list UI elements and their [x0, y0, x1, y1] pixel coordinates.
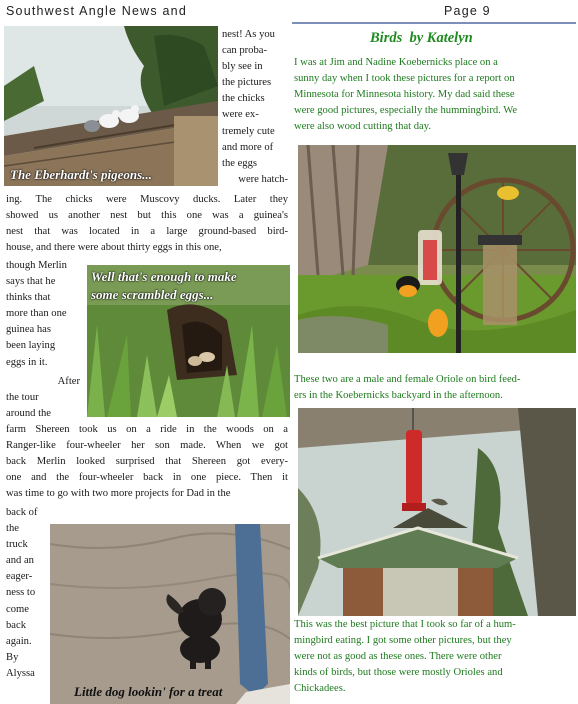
left-text-block-d	[6, 374, 80, 422]
text-line: been laying	[6, 340, 56, 352]
pigeons-caption: The Eberhardt's pigeons...	[10, 167, 152, 182]
text-line: the pictures	[222, 77, 272, 89]
left-text-block-b	[6, 192, 288, 256]
text-line: showed us another nest but this one was a guinea's	[6, 210, 288, 222]
text-line: more than one	[6, 308, 67, 320]
text-line: kinds of birds, but those were mostly Orioles and	[294, 667, 503, 679]
byline: Alyssa	[6, 667, 35, 679]
text-line: nest that was located in a large ground-based bird-	[6, 226, 288, 238]
text-line: Chickadees.	[294, 683, 346, 695]
left-text-block-a	[222, 27, 288, 188]
text-line: and more of	[222, 141, 274, 153]
text-line: farm Shereen took us on a ride in the woods on a	[6, 424, 288, 435]
dog-photo	[50, 524, 290, 704]
text-line: says that he	[6, 276, 56, 288]
newspaper-title: Southwest Angle News and	[6, 4, 187, 18]
text-line: were good pictures, especially the hummingbird. We	[294, 105, 518, 117]
text-line: were hatch-	[238, 173, 288, 185]
text-line: sunny day when I took these pictures for a report on	[294, 73, 515, 85]
left-text-block-f	[6, 505, 50, 682]
text-line: back Merlin looked surprised that Shereen got every-	[6, 456, 288, 468]
text-line: ers in the Koebernicks backyard in the afternoon.	[294, 390, 503, 402]
text-line: were ex-	[222, 109, 259, 121]
page-number: Page 9	[444, 4, 491, 18]
text-line: After	[57, 376, 80, 387]
eggs-caption-line1: Well that's enough to make	[91, 269, 237, 284]
left-text-block-c	[6, 258, 86, 371]
text-line: This was the best picture that I took so far of a hum-	[294, 619, 516, 630]
text-line: tremely cute	[222, 125, 275, 137]
text-line: I was at Jim and Nadine Koebernicks place on a	[294, 57, 498, 68]
dog-caption: Little dog lookin' for a treat	[74, 684, 223, 699]
birds-intro	[294, 55, 574, 135]
text-line: ing. The chicks were Muscovy ducks. Later they	[6, 194, 288, 205]
text-line: back of	[6, 507, 38, 518]
text-line: though Merlin	[6, 260, 67, 271]
text-line: eggs in it.	[6, 356, 48, 368]
text-line: the eggs	[222, 157, 258, 169]
text-line: By	[6, 651, 19, 663]
header-rule	[292, 22, 576, 24]
text-line: the tour	[6, 392, 39, 404]
orioles-caption	[294, 372, 576, 404]
text-line: come	[6, 603, 29, 615]
text-line: the chicks	[222, 93, 265, 105]
text-line: were not as good as these ones. There were other	[294, 651, 502, 663]
eggs-caption-line2: some scrambled eggs...	[91, 287, 214, 302]
text-line: were also wood cutting that day.	[294, 121, 431, 133]
text-line: can proba-	[222, 45, 267, 57]
text-line: bly see in	[222, 61, 263, 73]
text-line: was time to go with two more projects for Dad in the	[6, 488, 231, 500]
hummingbird-photo	[298, 408, 576, 616]
text-line: nest! As you	[222, 29, 275, 40]
text-line: truck	[6, 539, 28, 551]
pigeons-photo	[4, 26, 218, 186]
text-line: These two are a male and female Oriole on bird feed-	[294, 374, 521, 385]
text-line: Ranger-like four-wheeler her son made. When we got	[6, 440, 288, 452]
text-line: around the	[6, 408, 52, 420]
hummingbird-caption	[294, 617, 576, 697]
text-line: house, and there were about thirty eggs in this one,	[6, 242, 222, 254]
text-line: Minnesota for Minnesota history. My dad said these	[294, 89, 515, 101]
text-line: back	[6, 619, 26, 631]
text-line: eager-	[6, 571, 33, 583]
text-line: guinea has	[6, 324, 52, 336]
orioles-photo	[298, 145, 576, 353]
text-line: one and the four-wheeler back in one piece. Then it	[6, 472, 288, 484]
text-line: ness to	[6, 587, 36, 599]
text-line: the	[6, 523, 19, 535]
text-line: and an	[6, 555, 34, 567]
left-text-block-e	[6, 422, 288, 502]
text-line: mingbird eating. I got some other pictures, but they	[294, 635, 512, 647]
text-line: thinks that	[6, 292, 51, 304]
text-line: again.	[6, 635, 32, 647]
page-header	[0, 0, 578, 24]
birds-article-title: Birds by Katelyn	[370, 30, 473, 46]
